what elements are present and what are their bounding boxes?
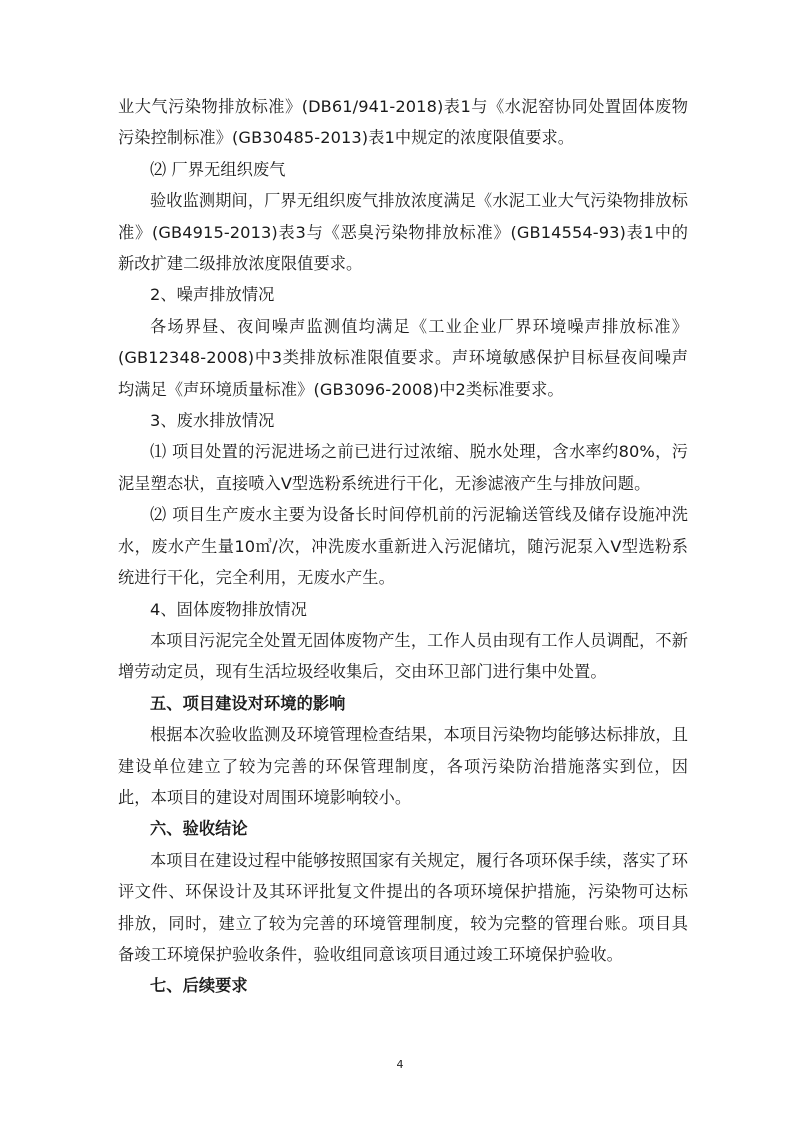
document-body xyxy=(118,91,688,1002)
paragraph-noise: 各场界昼、夜间噪声监测值均满足《工业企业厂界环境噪声排放标准》(GB12348-2008)中3类排放标准限值要求。声环境敏感保护目标昼夜间噪声均满足《声环境质量标准》(GB3096-2008)中2类标准要求。 xyxy=(118,316,688,399)
section-heading-conclusion: 六、验收结论 xyxy=(150,819,248,839)
paragraph-solid-waste: 本项目污泥完全处置无固体废物产生，工作人员由现有工作人员调配，不新增劳动定员，现有生活垃圾经收集后，交由环卫部门进行集中处置。 xyxy=(118,630,688,682)
paragraph-fugitive-emissions: 验收监测期间，厂界无组织废气排放浓度满足《水泥工业大气污染物排放标准》(GB4915-2013)表3与《恶臭污染物排放标准》(GB14554-93)表1中的新改扩建二级排放浓度限值要求。 xyxy=(118,191,688,274)
section-heading-environmental-impact: 五、项目建设对环境的影响 xyxy=(150,693,346,713)
paragraph-wastewater-2: ⑵ 项目生产废水主要为设备长时间停机前的污泥输送管线及储存设施冲洗水，废水产生量10㎥/次，冲洗废水重新进入污泥储坑，随污泥泵入V型选粉系统进行干化，完全利用，无废水产生。 xyxy=(118,505,688,588)
subheading-solid-waste: 4、固体废物排放情况 xyxy=(150,599,307,619)
paragraph-continuation: 业大气污染物排放标准》(DB61/941-2018)表1与《水泥窑协同处置固体废物污染控制标准》(GB30485-2013)表1中规定的浓度限值要求。 xyxy=(118,97,688,148)
paragraph-wastewater-1: ⑴ 项目处置的污泥进场之前已进行过浓缩、脱水处理，含水率约80%，污泥呈塑态状，直接喷入V型选粉系统进行干化，无渗滤液产生与排放问题。 xyxy=(118,442,688,493)
paragraph-environmental-impact: 根据本次验收监测及环境管理检查结果，本项目污染物均能够达标排放，且建设单位建立了较为完善的环保管理制度，各项污染防治措施落实到位，因此，本项目的建设对周围环境影响较小。 xyxy=(118,725,688,807)
subheading-fugitive-emissions: ⑵ 厂界无组织废气 xyxy=(150,159,286,179)
subheading-wastewater: 3、废水排放情况 xyxy=(150,411,275,431)
paragraph-conclusion: 本项目在建设过程中能够按照国家有关规定，履行各项环保手续，落实了环评文件、环保设计及其环评批复文件提出的各项环境保护措施，污染物可达标排放，同时，建立了较为完善的环境管理制度，较为完整的管理台账。项目具备竣工环境保护验收条件，验收组同意该项目通过竣工环境保护验收。 xyxy=(118,850,688,964)
subheading-noise: 2、噪声排放情况 xyxy=(150,285,275,305)
page-number: 4 xyxy=(396,1058,404,1071)
section-heading-follow-up: 七、后续要求 xyxy=(150,976,248,996)
